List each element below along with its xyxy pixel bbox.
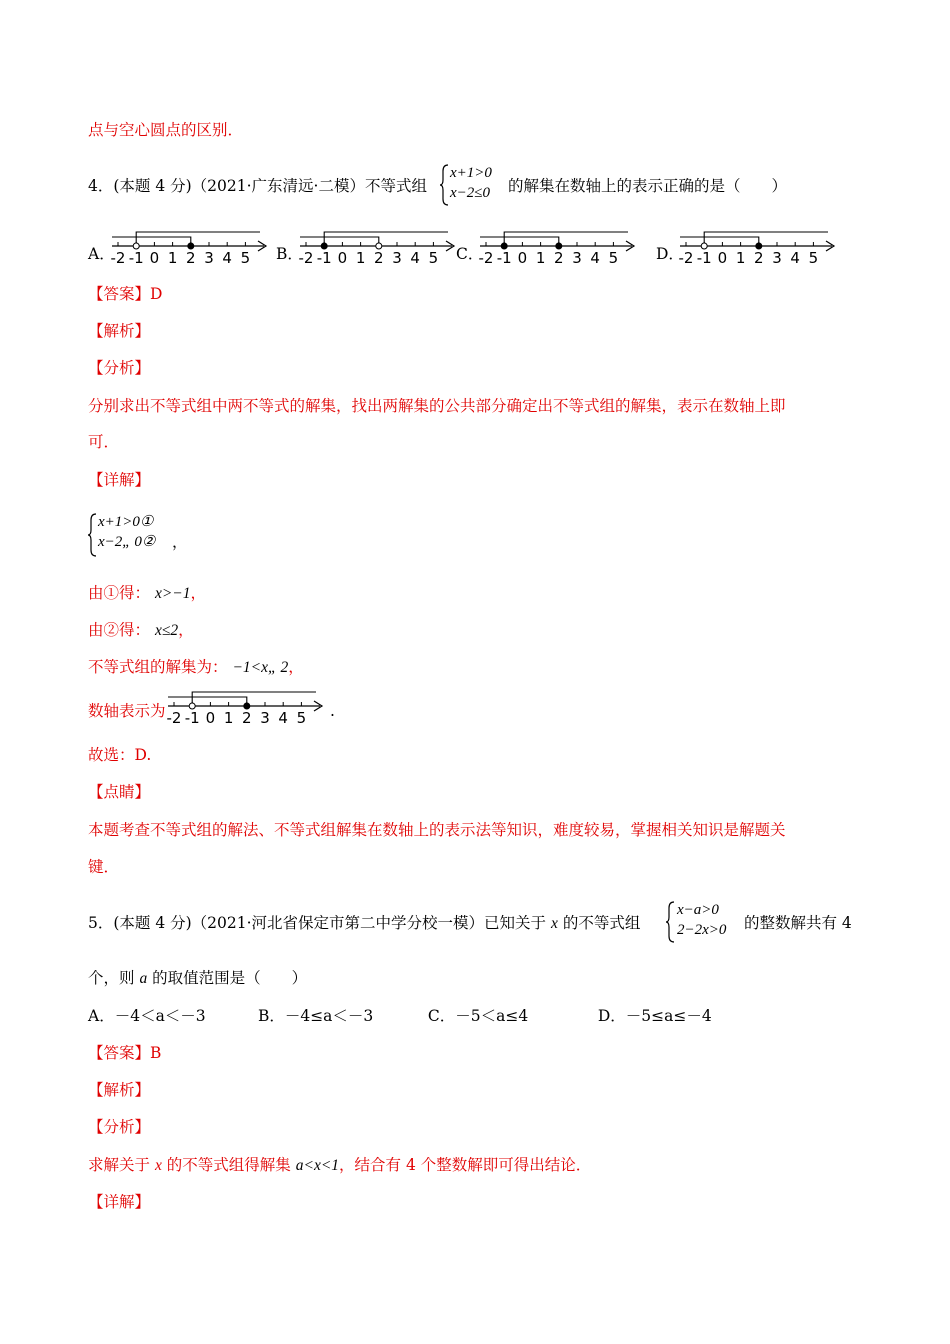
tick-label: 0 xyxy=(205,709,216,727)
q4-fenxi-text-1: 分别求出不等式组中两不等式的解集，找出两解集的公共部分确定出不等式组的解集，表示在数轴上即 xyxy=(88,397,786,415)
q5-choice-c[interactable] xyxy=(428,1006,593,1026)
q4-step2-math: x≤2 xyxy=(154,622,179,639)
number-line xyxy=(478,226,638,274)
q4-option-label[interactable]: D． xyxy=(656,245,684,263)
q4-fenxi-text-2: 可． xyxy=(88,433,120,451)
q5-fenxi-x: x xyxy=(154,1157,162,1174)
solution-ray-left xyxy=(112,237,191,246)
solid-dot xyxy=(244,703,250,709)
solution-ray-left xyxy=(168,697,247,706)
tick-label: -1 xyxy=(696,249,712,267)
q4-step1-end: ， xyxy=(190,584,207,602)
q5-choice-d-text: －5≤a≤－4 xyxy=(625,1007,712,1025)
tick-label: 0 xyxy=(717,249,728,267)
tick-label: 3 xyxy=(772,249,782,267)
number-line xyxy=(298,226,458,274)
q4-option-label[interactable]: B． xyxy=(276,245,303,263)
q5-var-x: x xyxy=(550,915,558,932)
q4-step4-end: . xyxy=(330,702,335,720)
tick-label: -1 xyxy=(184,709,200,727)
q4-answer: 【答案】D xyxy=(88,285,163,303)
q5-var-a: a xyxy=(139,970,148,987)
tick-label: -2 xyxy=(298,249,314,267)
q5-choice-a-text: －4＜a＜－3 xyxy=(114,1007,206,1025)
solution-ray-left xyxy=(480,237,559,246)
q5-stem-line2 xyxy=(88,968,307,989)
q5-fenxi-math: a<x<1 xyxy=(295,1157,340,1174)
solid-dot xyxy=(188,243,194,249)
tick-label: 0 xyxy=(337,249,348,267)
q5-fenxi-heading: 【分析】 xyxy=(88,1118,151,1136)
tick-label: 1 xyxy=(355,249,366,267)
tick-label: 4 xyxy=(790,249,800,267)
tick-label: -2 xyxy=(166,709,182,727)
q4-option-label[interactable]: C． xyxy=(456,245,484,263)
q4-step2 xyxy=(88,620,194,641)
tick-label: 1 xyxy=(535,249,546,267)
q5-answer: 【答案】B xyxy=(88,1044,162,1062)
q5-choice-b-text: －4≤a＜－3 xyxy=(284,1007,374,1025)
q4-sys-line1: x+1>0 xyxy=(450,165,492,181)
tick-label: -2 xyxy=(110,249,126,267)
q5-choice-d[interactable] xyxy=(598,1006,712,1026)
tick-label: 0 xyxy=(149,249,160,267)
open-dot xyxy=(189,703,195,709)
brace-icon xyxy=(88,512,98,558)
tick-label: -1 xyxy=(128,249,144,267)
q4-step4-label: 数轴表示为 xyxy=(88,702,166,720)
q4-step3-math: −1<x„ 2 xyxy=(232,659,289,676)
open-dot xyxy=(701,243,707,249)
tick-label: 2 xyxy=(242,709,252,727)
q5-choice-c-label: C． xyxy=(427,1007,456,1025)
q4-step2-end: ， xyxy=(178,621,194,639)
q4-detail-sys-line1: x+1>0① xyxy=(98,514,154,530)
tick-label: 4 xyxy=(410,249,420,267)
q4-option-label[interactable]: A． xyxy=(88,245,115,263)
tick-label: 4 xyxy=(222,249,232,267)
q4-sys-line2: x−2≤0 xyxy=(450,185,491,201)
q4-step3-label: 不等式组的解集为： xyxy=(88,658,228,676)
q5-choice-a[interactable] xyxy=(88,1006,253,1026)
tick-label: 3 xyxy=(204,249,214,267)
solution-ray-left xyxy=(680,237,759,246)
tick-label: 3 xyxy=(572,249,582,267)
q5-fenxi-a: 求解关于 xyxy=(88,1156,151,1174)
solid-dot xyxy=(501,243,507,249)
q4-inequality-system xyxy=(440,163,510,207)
q5-stem-suffix: 的整数解共有 4 xyxy=(744,914,852,932)
q4-stem-prefix: 4．(本题 4 分)（2021·广东清远·二模）不等式组 xyxy=(88,177,427,195)
tick-label: -1 xyxy=(316,249,332,267)
tick-label: -2 xyxy=(478,249,494,267)
open-dot xyxy=(133,243,139,249)
tick-label: 2 xyxy=(186,249,196,267)
q5-fenxi-b: 的不等式组得解集 xyxy=(166,1156,291,1174)
prev-tail-text: 点与空心圆点的区别． xyxy=(88,121,244,139)
tick-label: 4 xyxy=(278,709,288,727)
solution-ray-left xyxy=(300,237,379,246)
tick-label: 0 xyxy=(517,249,528,267)
q4-dianjing-text-1: 本题考查不等式组的解法、不等式组解集在数轴上的表示法等知识，难度较易，掌握相关知识是解题关 xyxy=(88,821,786,839)
tick-label: -1 xyxy=(496,249,512,267)
q5-xiangjie-heading: 【详解】 xyxy=(88,1193,151,1211)
tick-label: 4 xyxy=(590,249,600,267)
number-line xyxy=(110,226,270,274)
tick-label: 2 xyxy=(374,249,384,267)
q4-step3 xyxy=(88,657,304,678)
q5-fenxi-text xyxy=(88,1155,591,1176)
q5-choice-b[interactable] xyxy=(258,1006,423,1026)
open-dot xyxy=(376,243,382,249)
tick-label: 3 xyxy=(260,709,270,727)
q4-step3-end: ， xyxy=(288,658,304,676)
tick-label: 1 xyxy=(223,709,234,727)
tick-label: 5 xyxy=(296,709,307,727)
q5-sys-line2: 2−2x>0 xyxy=(677,922,727,938)
brace-icon xyxy=(666,900,676,944)
q5-stem-line1 xyxy=(88,913,640,934)
q4-conclusion: 故选：D. xyxy=(88,746,152,764)
q4-step1 xyxy=(88,583,206,604)
tick-label: 5 xyxy=(428,249,439,267)
q4-step1-math: x>−1 xyxy=(154,585,191,602)
q4-step1-label: 由①得： xyxy=(88,584,151,602)
tick-label: -2 xyxy=(678,249,694,267)
q5-choices xyxy=(88,1006,712,1026)
tick-label: 1 xyxy=(735,249,746,267)
q5-stem-prefix: 5．(本题 4 分)（2021·河北省保定市第二中学分校一模）已知关于 xyxy=(88,914,547,932)
q5-inequality-system xyxy=(666,900,746,944)
q4-dianjing-heading: 【点睛】 xyxy=(88,783,151,801)
q5-jiexi-heading: 【解析】 xyxy=(88,1081,151,1099)
tick-label: 5 xyxy=(808,249,819,267)
q4-stem-suffix: 的解集在数轴上的表示正确的是（ ） xyxy=(508,177,788,195)
q5-line2-a: 个，则 xyxy=(88,969,135,987)
q5-stem-mid: 的不等式组 xyxy=(562,914,641,932)
q4-step2-label: 由②得： xyxy=(88,621,151,639)
tick-label: 2 xyxy=(554,249,564,267)
number-line xyxy=(678,226,838,274)
tick-label: 5 xyxy=(240,249,251,267)
q5-line2-b: 的取值范围是（ ） xyxy=(152,969,308,987)
q5-sys-line1: x−a>0 xyxy=(677,902,719,918)
tick-label: 3 xyxy=(392,249,402,267)
solid-dot xyxy=(321,243,327,249)
q4-jiexi-heading: 【解析】 xyxy=(88,322,151,340)
q4-xiangjie-heading: 【详解】 xyxy=(88,471,151,489)
q5-choice-b-label: B． xyxy=(257,1007,285,1025)
brace-icon xyxy=(440,163,450,207)
q4-dianjing-text-2: 键． xyxy=(88,858,120,876)
tick-label: 5 xyxy=(608,249,619,267)
q4-detail-comma: ， xyxy=(172,533,188,551)
tick-label: 2 xyxy=(754,249,764,267)
solid-dot xyxy=(556,243,562,249)
q5-fenxi-c: ，结合有 4 个整数解即可得出结论． xyxy=(339,1156,592,1174)
q5-choice-a-label: A． xyxy=(88,1007,115,1025)
q5-choice-d-label: D． xyxy=(597,1007,626,1025)
q4-fenxi-heading: 【分析】 xyxy=(88,359,151,377)
tick-label: 1 xyxy=(167,249,178,267)
q4-detail-sys-line2: x−2„ 0② xyxy=(98,534,156,550)
solid-dot xyxy=(756,243,762,249)
q5-choice-c-text: －5＜a≤4 xyxy=(455,1007,529,1025)
number-line xyxy=(166,686,326,734)
